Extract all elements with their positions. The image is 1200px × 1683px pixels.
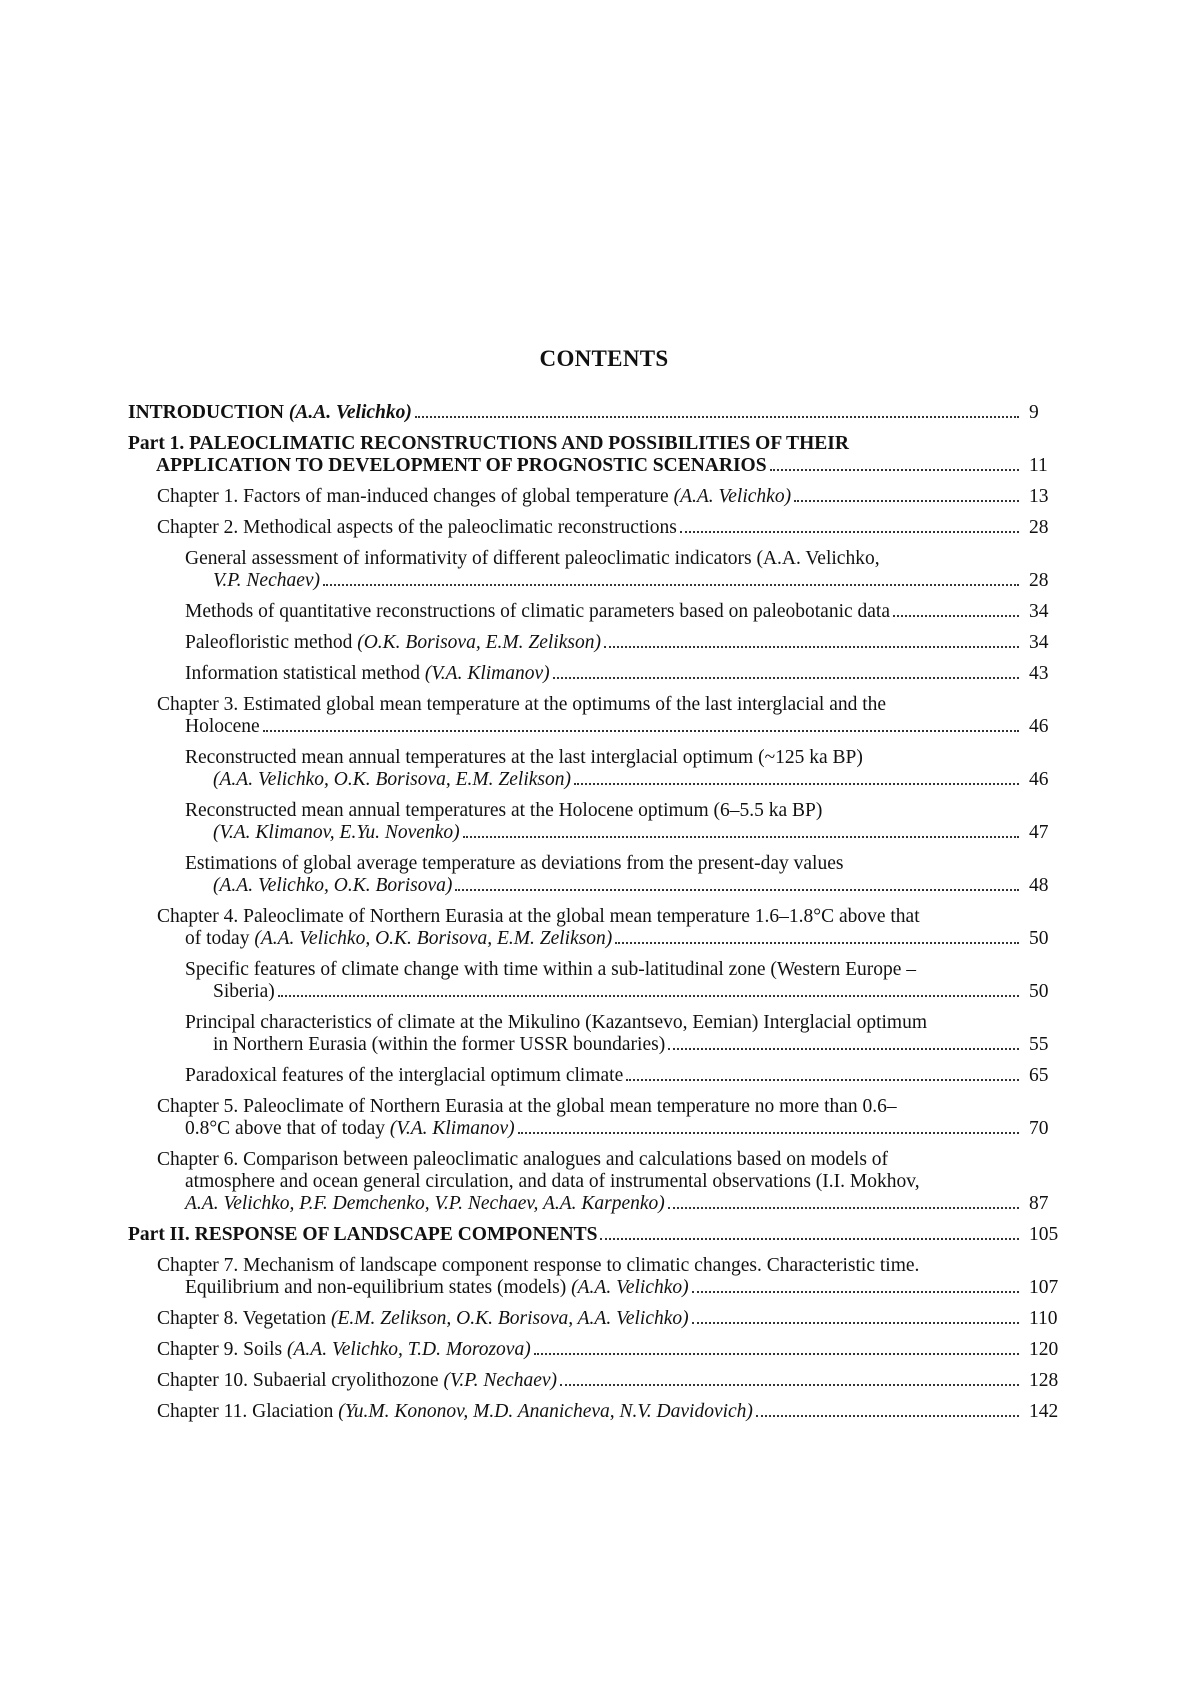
toc-entry-line: Estimations of global average temperature as deviations from the present-day values (185, 853, 1073, 875)
toc-entry-line: Chapter 6. Comparison between paleoclimatic analogues and calculations based on models of (157, 1149, 1073, 1171)
toc-entry-line: Reconstructed mean annual temperatures at the last interglacial optimum (~125 ka BP) (185, 747, 1073, 769)
toc-entry-ch4[interactable] (0, 906, 1073, 950)
toc-entry-ch2c[interactable] (0, 632, 1073, 654)
toc-entry-authors: (V.P. Nechaev) (443, 1370, 557, 1391)
toc-entry-authors: A.A. Velichko, P.F. Demchenko, V.P. Nechaev, A.A. Karpenko) (185, 1193, 665, 1214)
page-number: 142 (1029, 1401, 1073, 1423)
toc-entry-title: APPLICATION TO DEVELOPMENT OF PROGNOSTIC SCENARIOS (156, 455, 767, 476)
toc-entry-ch2b[interactable] (0, 601, 1073, 623)
toc-entry-title: INTRODUCTION (128, 402, 289, 423)
dot-leader (323, 584, 1019, 586)
page-number: 34 (1029, 632, 1073, 654)
toc-entry-authors: (A.A. Velichko, T.D. Morozova) (287, 1339, 531, 1360)
toc-entry-ch10[interactable] (0, 1370, 1073, 1392)
toc-entry-title: Chapter 11. Glaciation (157, 1401, 338, 1422)
toc-entry-ch4b[interactable] (0, 1012, 1073, 1056)
toc-entry-authors: (O.K. Borisova, E.M. Zelikson) (357, 632, 601, 653)
toc-entry-ch4c[interactable] (0, 1065, 1073, 1087)
toc-entry-authors: (A.A. Velichko) (571, 1277, 689, 1298)
dot-leader (692, 1322, 1019, 1324)
toc-entry-title: Chapter 8. Vegetation (157, 1308, 331, 1329)
page-number: 13 (1029, 486, 1073, 508)
dot-leader (794, 500, 1019, 502)
toc-entry-title: Methods of quantitative reconstructions of climatic parameters based on paleobotanic data (185, 601, 890, 622)
toc-entry-authors: (A.A. Velichko) (674, 486, 792, 507)
toc-entry-title: in Northern Eurasia (within the former USSR boundaries) (213, 1034, 665, 1055)
toc-entry-authors: (E.M. Zelikson, O.K. Borisova, A.A. Velichko) (331, 1308, 689, 1329)
page-number: 120 (1029, 1339, 1073, 1361)
dot-leader (263, 730, 1019, 732)
toc-entry-authors: (A.A. Velichko, O.K. Borisova) (213, 875, 452, 896)
page-number: 107 (1029, 1277, 1073, 1299)
toc-entry-ch2a[interactable] (0, 548, 1073, 592)
toc-entry-ch11[interactable] (0, 1401, 1073, 1423)
page-number: 55 (1029, 1034, 1073, 1056)
toc-entry-ch9[interactable] (0, 1339, 1073, 1361)
dot-leader (455, 889, 1019, 891)
toc-entry-ch2[interactable] (0, 517, 1073, 539)
toc-entry-title: Chapter 9. Soils (157, 1339, 287, 1360)
page-number: 87 (1029, 1193, 1073, 1215)
toc-entry-title: of today (185, 928, 254, 949)
toc-entry-line: Specific features of climate change with time within a sub-latitudinal zone (Western Europe – (185, 959, 1073, 981)
toc-entry-line: Chapter 4. Paleoclimate of Northern Eurasia at the global mean temperature 1.6–1.8°C above that (157, 906, 1073, 928)
toc-entry-ch3a[interactable] (0, 747, 1073, 791)
toc-entry-title: Part II. RESPONSE OF LANDSCAPE COMPONENTS (128, 1224, 597, 1245)
toc-entry-ch3c[interactable] (0, 853, 1073, 897)
toc-entry-ch7[interactable] (0, 1255, 1073, 1299)
page-number: 46 (1029, 716, 1073, 738)
page-number: 47 (1029, 822, 1073, 844)
toc-entry-title: Chapter 2. Methodical aspects of the paleoclimatic reconstructions (157, 517, 677, 538)
dot-leader (518, 1132, 1019, 1134)
toc-entry-title: Siberia) (213, 981, 275, 1002)
dot-leader (415, 416, 1019, 418)
table-of-contents (0, 402, 1200, 1423)
page-number: 34 (1029, 601, 1073, 623)
dot-leader (278, 995, 1019, 997)
toc-entry-line: General assessment of informativity of different paleoclimatic indicators (A.A. Velichko, (185, 548, 1073, 570)
dot-leader (553, 677, 1019, 679)
toc-entry-authors: (Yu.M. Kononov, M.D. Ananicheva, N.V. Davidovich) (338, 1401, 753, 1422)
dot-leader (770, 469, 1019, 471)
toc-entry-authors: (A.A. Velichko, O.K. Borisova, E.M. Zelikson) (213, 769, 571, 790)
dot-leader (692, 1291, 1019, 1293)
toc-entry-line: Reconstructed mean annual temperatures at the Holocene optimum (6–5.5 ka BP) (185, 800, 1073, 822)
toc-entry-line: Chapter 5. Paleoclimate of Northern Eurasia at the global mean temperature no more than 0.6– (157, 1096, 1073, 1118)
dot-leader (626, 1079, 1019, 1081)
dot-leader (615, 942, 1019, 944)
toc-entry-line: Chapter 7. Mechanism of landscape component response to climatic changes. Characteristic time. (157, 1255, 1073, 1277)
dot-leader (560, 1384, 1019, 1386)
toc-entry-ch1[interactable] (0, 486, 1073, 508)
toc-entry-intro[interactable] (0, 402, 1073, 424)
dot-leader (680, 531, 1019, 533)
page-number: 48 (1029, 875, 1073, 897)
page-number: 110 (1029, 1308, 1073, 1330)
toc-entry-title: Holocene (185, 716, 260, 737)
toc-entry-authors: (A.A. Velichko) (289, 402, 412, 423)
toc-entry-ch3b[interactable] (0, 800, 1073, 844)
toc-entry-authors: V.P. Nechaev) (213, 570, 320, 591)
dot-leader (574, 783, 1019, 785)
toc-entry-title: Paradoxical features of the interglacial optimum climate (185, 1065, 623, 1086)
toc-entry-title: 0.8°C above that of today (185, 1118, 390, 1139)
toc-entry-ch8[interactable] (0, 1308, 1073, 1330)
toc-entry-ch3[interactable] (0, 694, 1073, 738)
toc-entry-authors: (V.A. Klimanov, E.Yu. Novenko) (213, 822, 460, 843)
page-number: 46 (1029, 769, 1073, 791)
dot-leader (668, 1207, 1019, 1209)
dot-leader (668, 1048, 1019, 1050)
page-number: 65 (1029, 1065, 1073, 1087)
toc-entry-title: Chapter 10. Subaerial cryolithozone (157, 1370, 443, 1391)
page-number: 50 (1029, 928, 1073, 950)
toc-entry-ch5[interactable] (0, 1096, 1073, 1140)
toc-entry-ch6[interactable] (0, 1149, 1073, 1215)
dot-leader (534, 1353, 1019, 1355)
toc-entry-title: Paleofloristic method (185, 632, 357, 653)
toc-entry-authors: (V.A. Klimanov) (390, 1118, 515, 1139)
toc-entry-line: atmosphere and ocean general circulation, and data of instrumental observations (I.I. Mokhov, (157, 1171, 1073, 1193)
toc-entry-title: Information statistical method (185, 663, 425, 684)
page-number: 28 (1029, 570, 1073, 592)
dot-leader (604, 646, 1019, 648)
toc-entry-authors: (V.A. Klimanov) (425, 663, 550, 684)
toc-entry-part1[interactable] (0, 433, 1073, 477)
toc-entry-title: Chapter 1. Factors of man-induced changes of global temperature (157, 486, 674, 507)
dot-leader (893, 615, 1019, 617)
page-number: 11 (1029, 455, 1073, 477)
page-number: 128 (1029, 1370, 1073, 1392)
toc-entry-line: Principal characteristics of climate at the Mikulino (Kazantsevo, Eemian) Interglacial optimum (185, 1012, 1073, 1034)
dot-leader (463, 836, 1019, 838)
toc-entry-line: Chapter 3. Estimated global mean temperature at the optimums of the last interglacial and the (157, 694, 1073, 716)
page-title: CONTENTS (0, 346, 1200, 372)
dot-leader (600, 1238, 1019, 1240)
toc-entry-ch2d[interactable] (0, 663, 1073, 685)
page-number: 28 (1029, 517, 1073, 539)
page-number: 9 (1029, 402, 1073, 424)
toc-entry-authors: (A.A. Velichko, O.K. Borisova, E.M. Zelikson) (254, 928, 612, 949)
toc-entry-ch4a[interactable] (0, 959, 1073, 1003)
page-number: 43 (1029, 663, 1073, 685)
page-number: 50 (1029, 981, 1073, 1003)
page-number: 70 (1029, 1118, 1073, 1140)
toc-entry-title: Equilibrium and non-equilibrium states (models) (185, 1277, 571, 1298)
dot-leader (756, 1415, 1019, 1417)
toc-entry-line: Part 1. PALEOCLIMATIC RECONSTRUCTIONS AND POSSIBILITIES OF THEIR (128, 433, 1073, 455)
page-number: 105 (1029, 1224, 1073, 1246)
toc-entry-part2[interactable] (0, 1224, 1073, 1246)
